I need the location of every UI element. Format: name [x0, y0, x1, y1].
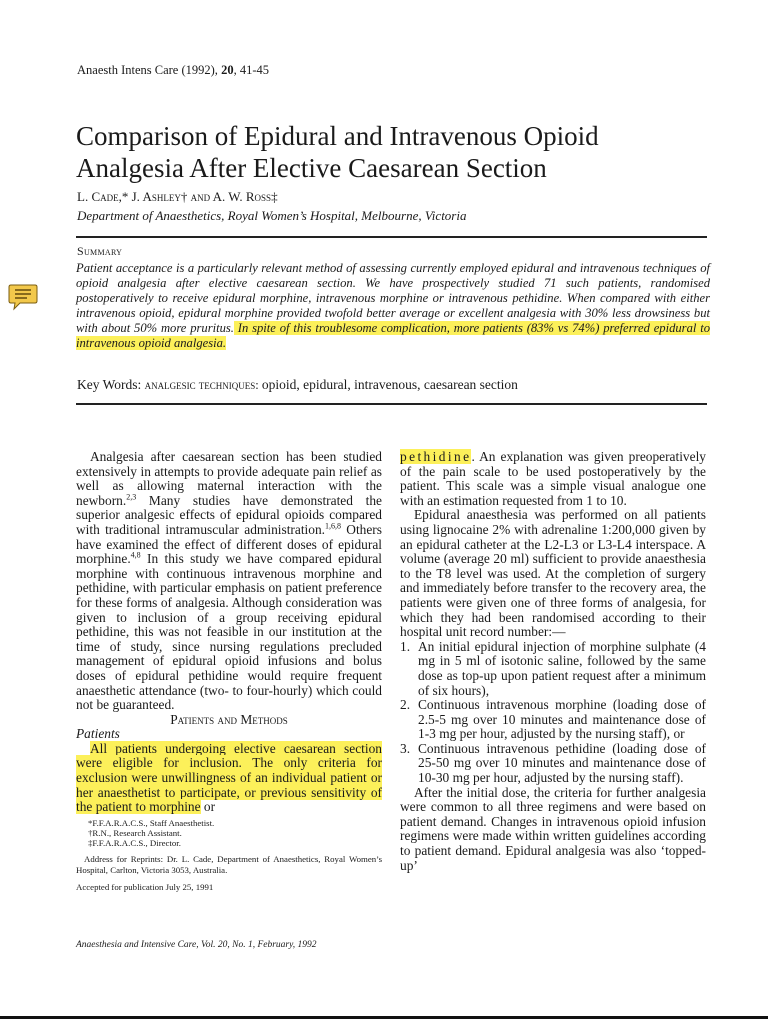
right-column [400, 450, 706, 873]
pethidine-highlight[interactable]: pethidine [400, 449, 472, 464]
further-analgesia-paragraph: After the initial dose, the criteria for further analgesia were common to all three regimens and were based on patient demand. Changes in intravenous opioid infusion regimens were made within written guidelines according to patient demand. Epidural analgesia was also ‘topped-up’ [400, 784, 706, 873]
epidural-paragraph: Epidural anaesthesia was performed on all patients using lignocaine 2% with adrenaline 1:200,000 given by an epidural catheter at the L2-L3 or L3-L4 interspace. A volume (average 20 ml) sufficient to provide anaesthesia to the T8 level was used. At the completion of surgery and immediately before transfer to the recovery area, the patients were given one of three forms of analgesia, for which they had been randomised according to their hospital unit record number:— [400, 507, 706, 640]
list-item: 3. Continuous intravenous pethidine (loading dose of 25-50 mg over 10 minutes and maintenance dose of 10-30 mg per hour, adjusted by the nursing staff). [400, 740, 706, 786]
summary-highlight[interactable]: In spite of this troublesome complication, more patients (83% vs 74%) preferred epidural to intravenous opioid analgesia. [76, 321, 711, 350]
footnote: *F.F.A.R.A.C.S., Staff Anaesthetist. [88, 817, 215, 828]
journal-footer: Anaesthesia and Intensive Care, Vol. 20, No. 1, February, 1992 [76, 940, 317, 950]
summary-text: Patient acceptance is a particularly relevant method of assessing currently employed epidural and intravenous techniques of opioid analgesia after elective caesarean section. We have prospectively studied 71 such patients, randomised postoperatively to receive epidural morphine, intravenous morphine or intravenous pethidine. When compared with either intravenous opioid, epidural morphine provided twofold better average or excellent analgesia with 30% less drowsiness but with about 50% more pruritus. In spite of this troublesome complication, more patients (83% vs 74%) preferred epidural to intravenous opioid analgesia. [76, 261, 711, 350]
department-affiliation: Department of Anaesthetics, Royal Women’s Hospital, Melbourne, Victoria [77, 208, 467, 223]
divider-bottom [76, 403, 707, 405]
journal-reference: Anaesth Intens Care (1992), 20, 41-45 [77, 63, 269, 77]
left-column [76, 450, 382, 892]
subheading-patients: Patients [76, 726, 120, 742]
footnotes [76, 818, 382, 892]
article-title [76, 120, 716, 184]
footnote: †R.N., Research Assistant. [88, 828, 182, 839]
title-line-2: Analgesia After Elective Caesarean Section [76, 153, 547, 183]
list-item: 1. An initial epidural injection of morphine sulphate (4 mg in 5 ml of isotonic saline, followed by the same dose as top-up upon patient request after a minimum of six hours), [400, 638, 706, 698]
summary-heading: Summary [77, 244, 123, 258]
section-heading: Patients and Methods [170, 711, 288, 727]
reprint-address: Address for Reprints: Dr. L. Cade, Department of Anaesthetics, Royal Women’s Hospital, Carlton, Victoria 3053, Australia. [76, 854, 382, 875]
keywords: Key Words: analgesic techniques: opioid, epidural, intravenous, caesarean section [77, 377, 518, 392]
accepted-date: Accepted for publication July 25, 1991 [76, 881, 214, 892]
footnote: ‡F.F.A.R.A.C.S., Director. [88, 838, 181, 849]
authors: L. Cade,* J. Ashley† and A. W. Ross‡ [77, 189, 278, 204]
patients-highlight[interactable]: All patients undergoing elective caesarean section were eligible for inclusion. The only criteria for exclusion were unwillingness of an individual patient or her anaesthetist to participate, or previous sensitivity of the patient to morphine [76, 740, 382, 815]
divider-top [76, 236, 707, 238]
title-line-1: Comparison of Epidural and Intravenous Opioid [76, 121, 599, 151]
patients-paragraph: All patients undergoing elective caesarean section were eligible for inclusion. The only criteria for exclusion were unwillingness of an individual patient or her anaesthetist to participate, or previous sensitivity of the patient to morphine or [76, 740, 382, 815]
list-item: 2. Continuous intravenous morphine (loading dose of 2.5-5 mg over 10 minutes and maintenance dose of 1-3 mg per hour, adjusted by the nursing staff), or [400, 697, 706, 742]
regimen-list [400, 640, 706, 786]
comment-note-icon[interactable] [8, 283, 38, 311]
intro-paragraph: Analgesia after caesarean section has been studied extensively in attempts to provide adequate pain relief as well as allowing maternal interaction with the newborn.$^{2,3}$ Many studies have demonstrated the superior analgesic effects of epidural opioids compared with traditional intramuscular administration.$^{1,6,8}$ Others have examined the effect of different doses of epidural morphine.$^{4,8}$ In this study we have compared epidural morphine with continuous intravenous morphine and pethidine, with particular emphasis on patient preference for these forms of analgesia. Although consideration was given to inclusion of a group receiving epidural pethidine, this was not feasible in our institution at the time of study, since nursing regulations precluded management of epidural opioid infusions and bolus doses of epidural pethidine would require frequent anaesthetic attendance (two- to four-hourly) which could not be guaranteed. [76, 449, 382, 713]
bottom-edge-bar [0, 1016, 768, 1019]
continued-paragraph: pethidine. An explanation was given preoperatively of the pain scale to be used postoperatively by the patient. This scale was a simple visual analogue one with an estimation requested from 1 to 10. [400, 449, 706, 508]
